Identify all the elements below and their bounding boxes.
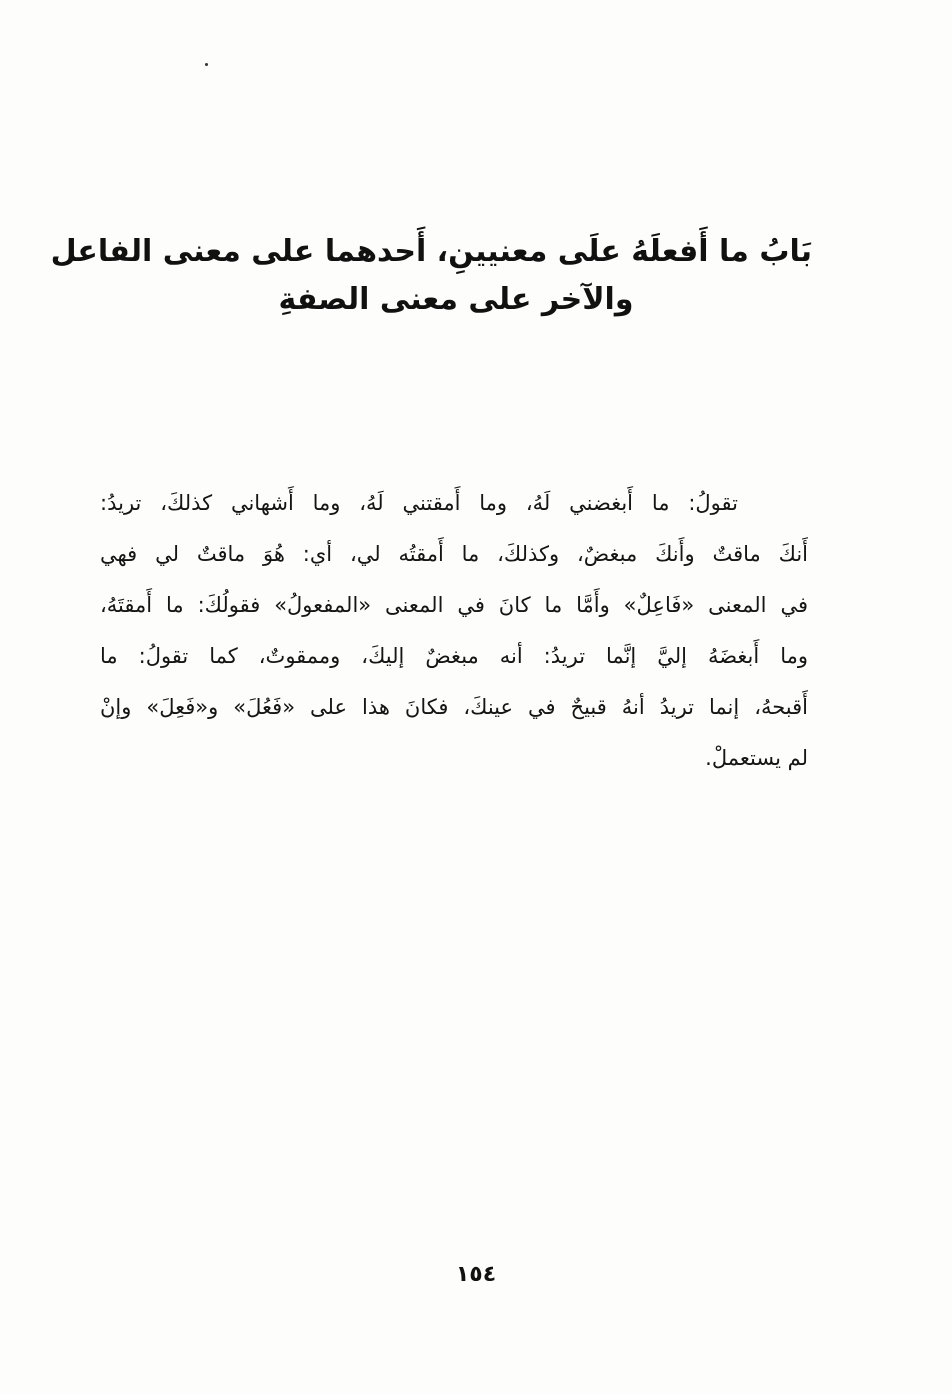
body-line: أَقبحهُ، إنما تريدُ أنهُ قبيحٌ في عينكَ، فكانَ هذا على «فَعُلَ» و«فَعِلَ» وإنْ xyxy=(100,695,808,719)
chapter-title xyxy=(50,228,812,324)
body-line: وما أَبغضَهُ إليَّ إنَّما تريدُ: أنه مبغضٌ إليكَ، وممقوتٌ، كما تقولُ: ما xyxy=(100,644,808,668)
body-line: أَنكَ ماقتٌ وأَنكَ مبغضٌ، وكذلكَ، ما أَمقتُه لي، أي: هُوَ ماقتٌ لي فهي xyxy=(100,542,808,566)
body-paragraph xyxy=(100,478,808,784)
scan-speck xyxy=(205,63,208,66)
body-line: في المعنى «فَاعِلٌ» وأَمَّا ما كانَ في المعنى «المفعولُ» فقولُكَ: ما أَمقتَهُ، xyxy=(100,593,808,617)
chapter-title-line-1: بَابُ ما أَفعلَهُ علَى معنيينِ، أَحدهما على معنى الفاعل xyxy=(50,234,812,269)
chapter-title-line-2: والآخر على معنى الصفةِ xyxy=(278,282,634,317)
page-number: ١٥٤ xyxy=(455,1262,497,1287)
body-line: لم يستعملْ. xyxy=(705,746,808,770)
body-line: تقولُ: ما أَبغضني لَهُ، وما أَمقتني لَهُ، وما أَشهاني كذلكَ، تريدُ: xyxy=(100,491,738,515)
